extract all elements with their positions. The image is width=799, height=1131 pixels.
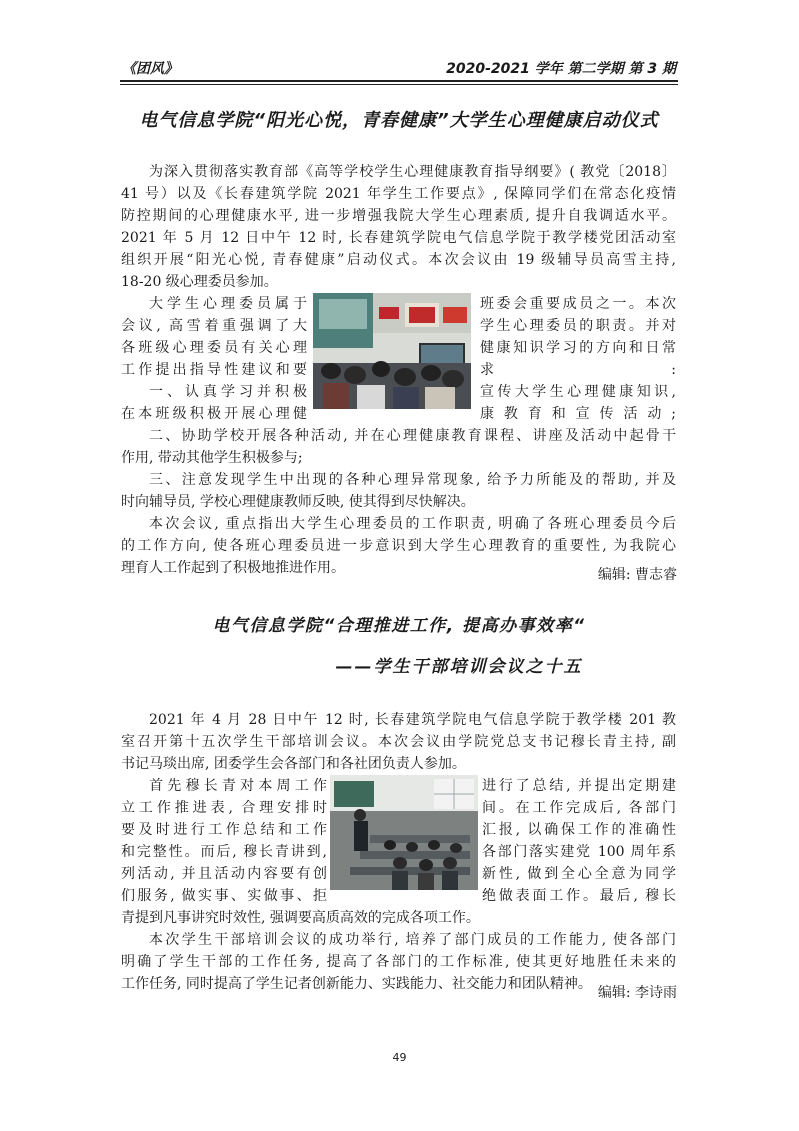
article1-editor: 编辑: 曹志睿 — [597, 567, 677, 583]
article2-title: 电气信息学院“合理推进工作, 提高办事效率“ — [212, 616, 586, 636]
article1-line: 理育人工作起到了积极地推进作用。 — [121, 560, 345, 576]
article2-wrap-left: 立工作推进表, 合理安排时 — [121, 800, 327, 816]
article2-wrap-right: 汇报, 以确保工作的准确性 — [482, 822, 676, 838]
article1-line: 2021 年 5 月 12 日中午 12 时, 长春建筑学院电气信息学院于教学楼党团活动室 — [121, 230, 676, 246]
article2-editor: 编辑: 李诗雨 — [597, 985, 677, 1001]
article2-line: 工作任务, 同时提高了学生记者创新能力、实践能力、社交能力和团队精神。 — [121, 976, 592, 992]
article1-wrap-right: 学生心理委员的职责。并对 — [480, 318, 676, 334]
article1-wrap-right: 宣传大学生心理健康知识, — [480, 384, 676, 400]
article1-line: 防控期间的心理健康水平, 进一步增强我院大学生心理素质, 提升自我调适水平。 — [121, 208, 676, 224]
article2-wrap-right: 各部门落实建党 100 周年系 — [482, 844, 676, 860]
article1-line: 的工作方向, 使各班心理委员进一步意识到大学生心理教育的重要性, 为我院心 — [121, 538, 676, 554]
article1-wrap-left: 在本班级积极开展心理健 — [121, 406, 307, 422]
article2-line: 青提到凡事讲究时效性, 强调要高质高效的完成各项工作。 — [121, 910, 480, 926]
article2-wrap-right: 新性, 做到全心全意为同学 — [482, 866, 676, 882]
article2-wrap-right: 间。在工作完成后, 各部门 — [482, 800, 676, 816]
journal-name: 《团风》 — [122, 61, 178, 77]
article1-wrap-left: 一、认真学习并积极 — [149, 384, 307, 400]
article2-line: 2021 年 4 月 28 日中午 12 时, 长春建筑学院电气信息学院于教学楼 201 教 — [149, 712, 676, 728]
article2-wrap-right: 绝做表面工作。最后, 穆长 — [482, 888, 676, 904]
article1-line: 二、协助学校开展各种活动, 并在心理健康教育课程、讲座及活动中起骨干 — [149, 428, 676, 444]
article1-line: 为深入贯彻落实教育部《高等学校学生心理健康教育指导纲要》( 教党〔2018〕 — [149, 164, 676, 180]
article2-wrap-left: 首先穆长青对本周工作 — [149, 778, 327, 794]
article1-wrap-right: 班委会重要成员之一。本次 — [480, 296, 676, 312]
article2-line: 本次学生干部培训会议的成功举行, 培养了部门成员的工作能力, 使各部门 — [149, 932, 676, 948]
article1-wrap-right: 康教育和宣传活动; — [480, 406, 676, 422]
article1-line: 本次会议, 重点指出大学生心理委员的工作职责, 明确了各班心理委员今后 — [149, 516, 676, 532]
article1-line: 作用, 带动其他学生积极参与; — [121, 450, 303, 466]
article1-line: 组织开展“阳光心悦, 青春健康”启动仪式。本次会议由 19 级辅导员高雪主持, — [121, 252, 676, 268]
header-rule-thin — [120, 84, 678, 85]
article1-wrap-left: 会议, 高雪着重强调了大 — [121, 318, 307, 334]
article2-wrap-left: 们服务, 做实事、实做事、拒 — [121, 888, 327, 904]
training-photo — [330, 775, 478, 890]
article1-title: 电气信息学院“阳光心悦，青春健康”大学生心理健康启动仪式 — [139, 110, 659, 131]
article1-line: 41 号）以及《长春建筑学院 2021 年学生工作要点》, 保障同学们在常态化疫情 — [121, 186, 676, 202]
issue-info: 2020-2021 学年 第二学期 第 3 期 — [446, 61, 676, 77]
article2-line: 明确了学生干部的工作任务, 提高了各部门的工作标准, 使其更好地胜任未来的 — [121, 954, 676, 970]
article2-subtitle: ——学生干部培训会议之十五 — [335, 657, 583, 677]
article1-wrap-right: 健康知识学习的方向和日常 — [480, 340, 676, 356]
page-number: 49 — [392, 1051, 407, 1064]
article1-wrap-left: 各班级心理委员有关心理 — [121, 340, 307, 356]
article1-wrap-left: 大学生心理委员属于 — [149, 296, 307, 312]
article2-wrap-right: 进行了总结, 并提出定期建 — [482, 778, 676, 794]
article1-line: 三、注意发现学生中出现的各种心理异常现象, 给予力所能及的帮助, 并及 — [149, 472, 676, 488]
article2-wrap-left: 列活动, 并且活动内容要有创 — [121, 866, 327, 882]
meeting-photo — [313, 293, 471, 409]
article2-line: 室召开第十五次学生干部培训会议。本次会议由学院党总支书记穆长青主持, 副 — [121, 734, 676, 750]
page-header — [122, 54, 676, 80]
article1-wrap-right: 求: — [480, 362, 676, 378]
article1-line: 18-20 级心理委员参加。 — [121, 274, 278, 290]
header-rule-thick — [120, 80, 678, 82]
article2-line: 书记马琰出席, 团委学生会各部门和各社团负责人参加。 — [121, 756, 466, 772]
article1-wrap-left: 工作提出指导性建议和要 — [121, 362, 307, 378]
article2-wrap-left: 和完整性。而后, 穆长青讲到, — [121, 844, 327, 860]
article2-wrap-left: 要及时进行工作总结和工作 — [121, 822, 327, 838]
article1-line: 时向辅导员, 学校心理健康教师反映, 使其得到尽快解决。 — [121, 494, 475, 510]
